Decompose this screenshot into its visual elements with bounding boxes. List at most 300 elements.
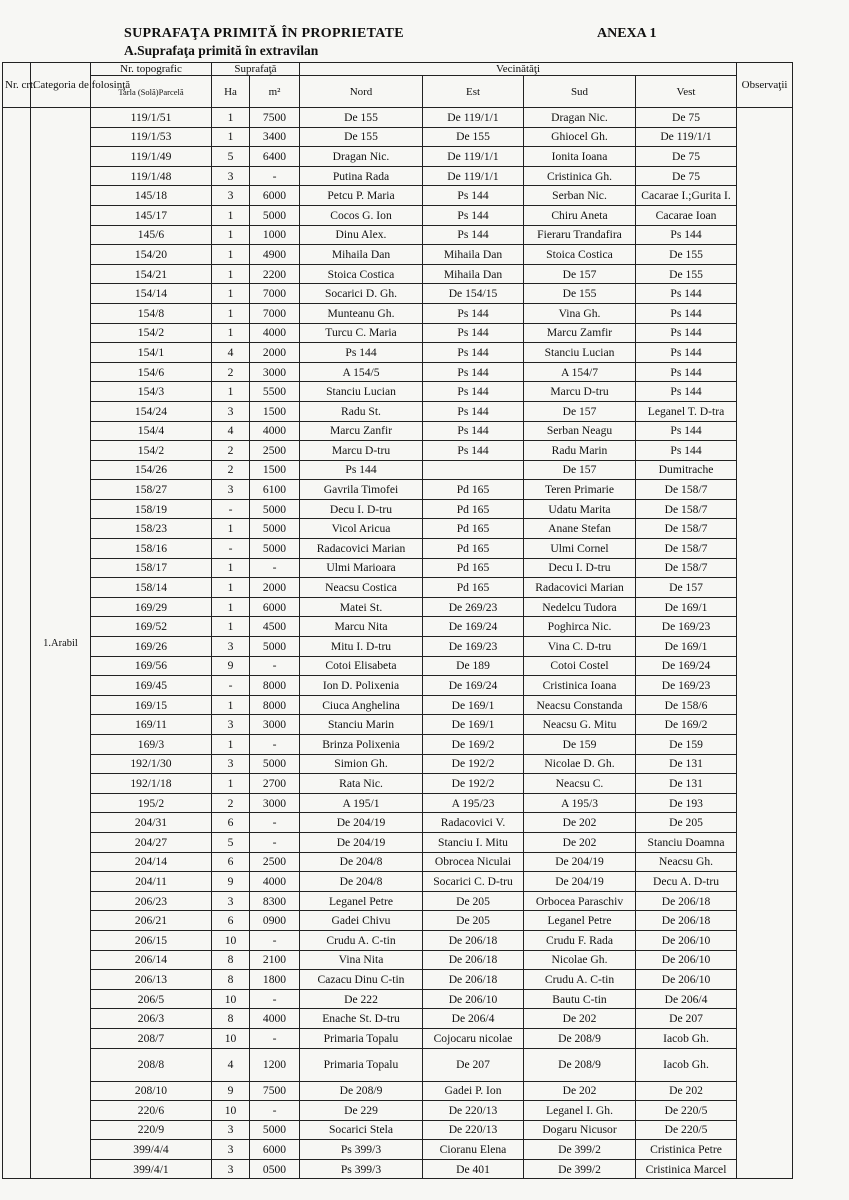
cell-nord: Marcu D-tru: [300, 441, 423, 461]
cell-est: Ps 144: [423, 323, 524, 343]
cell-nord: Leganel Petre: [300, 891, 423, 911]
cell-ha: 10: [212, 1028, 250, 1048]
col-header-tarla: Tarla (Solă)Parcelă: [91, 76, 212, 108]
table-row: [3, 891, 793, 911]
table-row: [3, 460, 793, 480]
cell-vest: De 206/10: [636, 950, 737, 970]
col-header-nord: Nord: [300, 76, 423, 108]
cell-est: Ps 144: [423, 303, 524, 323]
cell-est: Obrocea Niculai: [423, 852, 524, 872]
table-row: [3, 225, 793, 245]
col-header-categoria: Categoria de folosinţă: [31, 63, 91, 108]
table-row: [3, 1101, 793, 1121]
cell-m2: 7000: [250, 303, 300, 323]
cell-nord: Brinza Polixenia: [300, 735, 423, 755]
cell-m2: 5000: [250, 519, 300, 539]
cell-vest: Ps 144: [636, 382, 737, 402]
cell-ha: 1: [212, 264, 250, 284]
cell-ha: 1: [212, 323, 250, 343]
cell-sud: Ulmi Cornel: [524, 539, 636, 559]
cell-parcela: 158/17: [91, 558, 212, 578]
cell-ha: 10: [212, 1101, 250, 1121]
cell-ha: -: [212, 499, 250, 519]
cell-est: De 192/2: [423, 774, 524, 794]
cell-m2: 2500: [250, 852, 300, 872]
cell-ha: 5: [212, 832, 250, 852]
cell-nord: A 195/1: [300, 793, 423, 813]
cell-sud: Leganel I. Gh.: [524, 1101, 636, 1121]
cell-vest: De 169/2: [636, 715, 737, 735]
cell-m2: 3000: [250, 715, 300, 735]
cell-nord: Cazacu Dinu C-tin: [300, 970, 423, 990]
cell-nord: Ps 144: [300, 343, 423, 363]
table-row: [3, 264, 793, 284]
table-row: [3, 186, 793, 206]
cell-m2: 2100: [250, 950, 300, 970]
cell-parcela: 399/4/4: [91, 1140, 212, 1160]
cell-sud: Crudu F. Rada: [524, 930, 636, 950]
cell-est: Cioranu Elena: [423, 1140, 524, 1160]
cell-parcela: 206/21: [91, 911, 212, 931]
cell-ha: -: [212, 539, 250, 559]
table-row: [3, 930, 793, 950]
cell-est: De 169/24: [423, 676, 524, 696]
cell-vest: Ps 144: [636, 343, 737, 363]
category-cell: 1.Arabil: [31, 108, 91, 1179]
cell-vest: De 155: [636, 264, 737, 284]
cell-sud: Neacsu G. Mitu: [524, 715, 636, 735]
table-row: [3, 617, 793, 637]
cell-ha: 1: [212, 774, 250, 794]
cell-sud: Dogaru Nicusor: [524, 1120, 636, 1140]
cell-sud: Radacovici Marian: [524, 578, 636, 598]
cell-vest: Iacob Gh.: [636, 1028, 737, 1048]
cell-m2: 4000: [250, 1009, 300, 1029]
cell-sud: De 159: [524, 735, 636, 755]
cell-ha: 6: [212, 813, 250, 833]
cell-vest: De 155: [636, 245, 737, 265]
cell-parcela: 145/6: [91, 225, 212, 245]
cell-vest: De 206/10: [636, 930, 737, 950]
table-row: [3, 735, 793, 755]
cell-parcela: 208/8: [91, 1048, 212, 1081]
cell-parcela: 204/11: [91, 872, 212, 892]
cell-m2: 6100: [250, 480, 300, 500]
table-row: [3, 1048, 793, 1081]
document-subtitle: A.Suprafaţa primită în extravilan: [124, 43, 319, 58]
cell-ha: 4: [212, 1048, 250, 1081]
cell-ha: 3: [212, 166, 250, 186]
cell-nord: Cocos G. Ion: [300, 205, 423, 225]
cell-nord: Stoica Costica: [300, 264, 423, 284]
cell-sud: De 204/19: [524, 872, 636, 892]
cell-m2: 8300: [250, 891, 300, 911]
cell-m2: -: [250, 813, 300, 833]
table-row: [3, 970, 793, 990]
cell-nord: Mihaila Dan: [300, 245, 423, 265]
cell-vest: De 206/4: [636, 989, 737, 1009]
cell-vest: De 131: [636, 774, 737, 794]
cell-parcela: 119/1/51: [91, 108, 212, 128]
cell-sud: Dragan Nic.: [524, 108, 636, 128]
table-row: [3, 108, 793, 128]
cell-parcela: 169/52: [91, 617, 212, 637]
cell-est: Pd 165: [423, 578, 524, 598]
table-row: [3, 1081, 793, 1101]
cell-vest: De 207: [636, 1009, 737, 1029]
cell-est: Pd 165: [423, 499, 524, 519]
cell-parcela: 169/11: [91, 715, 212, 735]
cell-sud: Neacsu Constanda: [524, 695, 636, 715]
cell-m2: 2700: [250, 774, 300, 794]
cell-est: Ps 144: [423, 421, 524, 441]
cell-sud: De 399/2: [524, 1159, 636, 1179]
cell-parcela: 145/17: [91, 205, 212, 225]
cell-ha: 3: [212, 1159, 250, 1179]
cell-vest: Neacsu Gh.: [636, 852, 737, 872]
cell-m2: 3000: [250, 362, 300, 382]
cell-vest: Leganel T. D-tra: [636, 401, 737, 421]
table-row: [3, 852, 793, 872]
cell-est: Mihaila Dan: [423, 245, 524, 265]
cell-nord: Neacsu Costica: [300, 578, 423, 598]
cell-est: De 119/1/1: [423, 147, 524, 167]
table-row: [3, 303, 793, 323]
cell-m2: 0900: [250, 911, 300, 931]
cell-est: De 206/10: [423, 989, 524, 1009]
table-row: [3, 793, 793, 813]
cell-ha: 1: [212, 225, 250, 245]
cell-parcela: 154/21: [91, 264, 212, 284]
cell-sud: De 202: [524, 1009, 636, 1029]
table-row: [3, 715, 793, 735]
cell-parcela: 208/7: [91, 1028, 212, 1048]
cell-est: De 206/4: [423, 1009, 524, 1029]
cell-sud: Orbocea Paraschiv: [524, 891, 636, 911]
table-row: [3, 362, 793, 382]
cell-est: Gadei P. Ion: [423, 1081, 524, 1101]
cell-nord: Radu St.: [300, 401, 423, 421]
cell-m2: 2000: [250, 343, 300, 363]
cell-est: De 206/18: [423, 970, 524, 990]
cell-sud: Radu Marin: [524, 441, 636, 461]
cell-nord: De 155: [300, 127, 423, 147]
cell-nord: De 222: [300, 989, 423, 1009]
cell-vest: De 159: [636, 735, 737, 755]
cell-parcela: 119/1/53: [91, 127, 212, 147]
cell-est: Cojocaru nicolae: [423, 1028, 524, 1048]
cell-ha: 1: [212, 558, 250, 578]
cell-nord: Primaria Topalu: [300, 1048, 423, 1081]
table-row: [3, 1159, 793, 1179]
cell-sud: Cotoi Costel: [524, 656, 636, 676]
col-header-vecinatati: Vecinătăţi: [300, 63, 737, 76]
cell-parcela: 158/19: [91, 499, 212, 519]
cell-m2: -: [250, 656, 300, 676]
cell-sud: De 157: [524, 401, 636, 421]
cell-parcela: 158/14: [91, 578, 212, 598]
cell-vest: De 158/7: [636, 519, 737, 539]
cell-m2: -: [250, 558, 300, 578]
cell-vest: Stanciu Doamna: [636, 832, 737, 852]
cell-m2: -: [250, 1028, 300, 1048]
cell-m2: -: [250, 989, 300, 1009]
cell-vest: De 75: [636, 147, 737, 167]
cell-parcela: 206/3: [91, 1009, 212, 1029]
cell-est: Mihaila Dan: [423, 264, 524, 284]
table-row: [3, 441, 793, 461]
table-row: [3, 480, 793, 500]
cell-nord: Crudu A. C-tin: [300, 930, 423, 950]
observatii-cell: [737, 108, 793, 1179]
cell-ha: 3: [212, 480, 250, 500]
cell-m2: 4000: [250, 872, 300, 892]
cell-m2: 5000: [250, 539, 300, 559]
cell-m2: 1000: [250, 225, 300, 245]
cell-est: De 169/1: [423, 715, 524, 735]
cell-parcela: 206/14: [91, 950, 212, 970]
cell-parcela: 204/27: [91, 832, 212, 852]
table-row: [3, 911, 793, 931]
cell-sud: Chiru Aneta: [524, 205, 636, 225]
cell-sud: De 208/9: [524, 1028, 636, 1048]
cell-m2: 2500: [250, 441, 300, 461]
cell-sud: Nicolae D. Gh.: [524, 754, 636, 774]
table-row: [3, 754, 793, 774]
cell-vest: De 169/23: [636, 617, 737, 637]
cell-ha: 6: [212, 911, 250, 931]
cell-sud: Marcu D-tru: [524, 382, 636, 402]
table-row: [3, 1009, 793, 1029]
cell-est: Ps 144: [423, 362, 524, 382]
cell-parcela: 206/15: [91, 930, 212, 950]
table-row: [3, 147, 793, 167]
cell-est: De 401: [423, 1159, 524, 1179]
cell-sud: Vina C. D-tru: [524, 637, 636, 657]
cell-nord: Munteanu Gh.: [300, 303, 423, 323]
cell-m2: 1800: [250, 970, 300, 990]
cell-m2: 7000: [250, 284, 300, 304]
cell-nord: Putina Rada: [300, 166, 423, 186]
cell-m2: -: [250, 735, 300, 755]
cell-nord: Stanciu Marin: [300, 715, 423, 735]
cell-sud: Bautu C-tin: [524, 989, 636, 1009]
cell-est: De 205: [423, 891, 524, 911]
cell-m2: 2200: [250, 264, 300, 284]
cell-sud: A 195/3: [524, 793, 636, 813]
cell-est: De 119/1/1: [423, 108, 524, 128]
cell-m2: -: [250, 166, 300, 186]
cell-parcela: 206/5: [91, 989, 212, 1009]
cell-nord: Primaria Topalu: [300, 1028, 423, 1048]
cell-ha: 8: [212, 950, 250, 970]
cell-parcela: 220/6: [91, 1101, 212, 1121]
cell-ha: 10: [212, 989, 250, 1009]
cell-est: Ps 144: [423, 343, 524, 363]
cell-vest: Cristinica Marcel: [636, 1159, 737, 1179]
cell-vest: Ps 144: [636, 323, 737, 343]
cell-est: Pd 165: [423, 480, 524, 500]
cell-vest: De 206/10: [636, 970, 737, 990]
table-row: [3, 519, 793, 539]
cell-vest: Ps 144: [636, 303, 737, 323]
cell-parcela: 154/24: [91, 401, 212, 421]
table-row: [3, 676, 793, 696]
annex-label: ANEXA 1: [597, 26, 657, 41]
cell-est: De 169/23: [423, 637, 524, 657]
cell-ha: 1: [212, 578, 250, 598]
cell-vest: De 169/1: [636, 597, 737, 617]
cell-ha: 2: [212, 441, 250, 461]
cell-vest: Ps 144: [636, 362, 737, 382]
cell-sud: Vina Gh.: [524, 303, 636, 323]
cell-parcela: 145/18: [91, 186, 212, 206]
cell-sud: Ghiocel Gh.: [524, 127, 636, 147]
cell-nord: Marcu Nita: [300, 617, 423, 637]
table-row: [3, 872, 793, 892]
cell-m2: 8000: [250, 695, 300, 715]
cell-vest: De 158/6: [636, 695, 737, 715]
cell-vest: Ps 144: [636, 421, 737, 441]
cell-ha: 1: [212, 245, 250, 265]
cell-parcela: 119/1/49: [91, 147, 212, 167]
table-row: [3, 1028, 793, 1048]
cell-est: De 192/2: [423, 754, 524, 774]
cell-est: Socarici C. D-tru: [423, 872, 524, 892]
cell-ha: 3: [212, 186, 250, 206]
cell-m2: 0500: [250, 1159, 300, 1179]
cell-sud: Neacsu C.: [524, 774, 636, 794]
cell-ha: 3: [212, 1140, 250, 1160]
cell-m2: 6000: [250, 186, 300, 206]
cell-m2: 4500: [250, 617, 300, 637]
cell-nord: Ps 144: [300, 460, 423, 480]
cell-m2: 3400: [250, 127, 300, 147]
cell-est: De 169/2: [423, 735, 524, 755]
cell-sud: Teren Primarie: [524, 480, 636, 500]
cell-nord: Dragan Nic.: [300, 147, 423, 167]
cell-nord: Gadei Chivu: [300, 911, 423, 931]
cell-parcela: 158/27: [91, 480, 212, 500]
cell-sud: De 202: [524, 813, 636, 833]
cell-sud: Fieraru Trandafira: [524, 225, 636, 245]
cell-nord: Ps 399/3: [300, 1140, 423, 1160]
cell-vest: De 202: [636, 1081, 737, 1101]
cell-sud: De 204/19: [524, 852, 636, 872]
cell-parcela: 192/1/18: [91, 774, 212, 794]
cell-est: Radacovici V.: [423, 813, 524, 833]
cell-parcela: 169/26: [91, 637, 212, 657]
cell-parcela: 208/10: [91, 1081, 212, 1101]
cell-parcela: 204/31: [91, 813, 212, 833]
col-header-nr-topografic: Nr. topografic: [91, 63, 212, 76]
table-body: [3, 108, 793, 1179]
table-row: [3, 637, 793, 657]
cell-nord: Ciuca Anghelina: [300, 695, 423, 715]
cell-parcela: 399/4/1: [91, 1159, 212, 1179]
cell-vest: Ps 144: [636, 225, 737, 245]
cell-ha: 1: [212, 597, 250, 617]
cell-est: De 220/13: [423, 1120, 524, 1140]
cell-vest: De 193: [636, 793, 737, 813]
cell-est: Stanciu I. Mitu: [423, 832, 524, 852]
cell-nord: Simion Gh.: [300, 754, 423, 774]
cell-nord: Turcu C. Maria: [300, 323, 423, 343]
cell-ha: 3: [212, 754, 250, 774]
table-row: [3, 950, 793, 970]
cell-sud: Serban Nic.: [524, 186, 636, 206]
cell-est: Ps 144: [423, 401, 524, 421]
cell-m2: -: [250, 1101, 300, 1121]
cell-ha: 1: [212, 303, 250, 323]
cell-est: [423, 460, 524, 480]
table-row: [3, 166, 793, 186]
col-header-est: Est: [423, 76, 524, 108]
cell-nord: De 229: [300, 1101, 423, 1121]
cell-vest: De 220/5: [636, 1120, 737, 1140]
cell-est: De 169/24: [423, 617, 524, 637]
cell-parcela: 154/4: [91, 421, 212, 441]
cell-ha: 2: [212, 460, 250, 480]
cell-est: Pd 165: [423, 539, 524, 559]
cell-nord: Matei St.: [300, 597, 423, 617]
cell-vest: Ps 144: [636, 284, 737, 304]
cell-vest: De 75: [636, 108, 737, 128]
cell-m2: 5000: [250, 205, 300, 225]
cell-est: De 269/23: [423, 597, 524, 617]
cell-sud: De 155: [524, 284, 636, 304]
cell-parcela: 154/26: [91, 460, 212, 480]
table-row: [3, 1140, 793, 1160]
cell-vest: De 131: [636, 754, 737, 774]
cell-ha: 1: [212, 519, 250, 539]
cell-sud: Nedelcu Tudora: [524, 597, 636, 617]
cell-nord: Decu I. D-tru: [300, 499, 423, 519]
cell-vest: De 205: [636, 813, 737, 833]
cell-ha: 3: [212, 891, 250, 911]
cell-ha: 8: [212, 970, 250, 990]
cell-nord: Ion D. Polixenia: [300, 676, 423, 696]
cell-vest: De 157: [636, 578, 737, 598]
cell-m2: 1500: [250, 401, 300, 421]
cell-sud: Marcu Zamfir: [524, 323, 636, 343]
table-row: [3, 382, 793, 402]
cell-vest: De 158/7: [636, 539, 737, 559]
cell-nord: De 204/8: [300, 852, 423, 872]
cell-vest: De 220/5: [636, 1101, 737, 1121]
cell-ha: 2: [212, 793, 250, 813]
col-header-sud: Sud: [524, 76, 636, 108]
cell-est: De 207: [423, 1048, 524, 1081]
cell-est: De 189: [423, 656, 524, 676]
cell-m2: 5000: [250, 499, 300, 519]
cell-vest: Iacob Gh.: [636, 1048, 737, 1081]
cell-m2: 8000: [250, 676, 300, 696]
cell-est: Ps 144: [423, 382, 524, 402]
cell-est: Pd 165: [423, 558, 524, 578]
cell-nord: Ulmi Marioara: [300, 558, 423, 578]
cell-parcela: 220/9: [91, 1120, 212, 1140]
cell-est: Ps 144: [423, 186, 524, 206]
cell-parcela: 154/2: [91, 441, 212, 461]
cell-sud: De 202: [524, 1081, 636, 1101]
cell-parcela: 119/1/48: [91, 166, 212, 186]
cell-nord: Socarici Stela: [300, 1120, 423, 1140]
cell-ha: 1: [212, 127, 250, 147]
col-header-nr: Nr. crt.: [3, 63, 31, 108]
table-row: [3, 578, 793, 598]
cell-nord: Marcu Zanfir: [300, 421, 423, 441]
